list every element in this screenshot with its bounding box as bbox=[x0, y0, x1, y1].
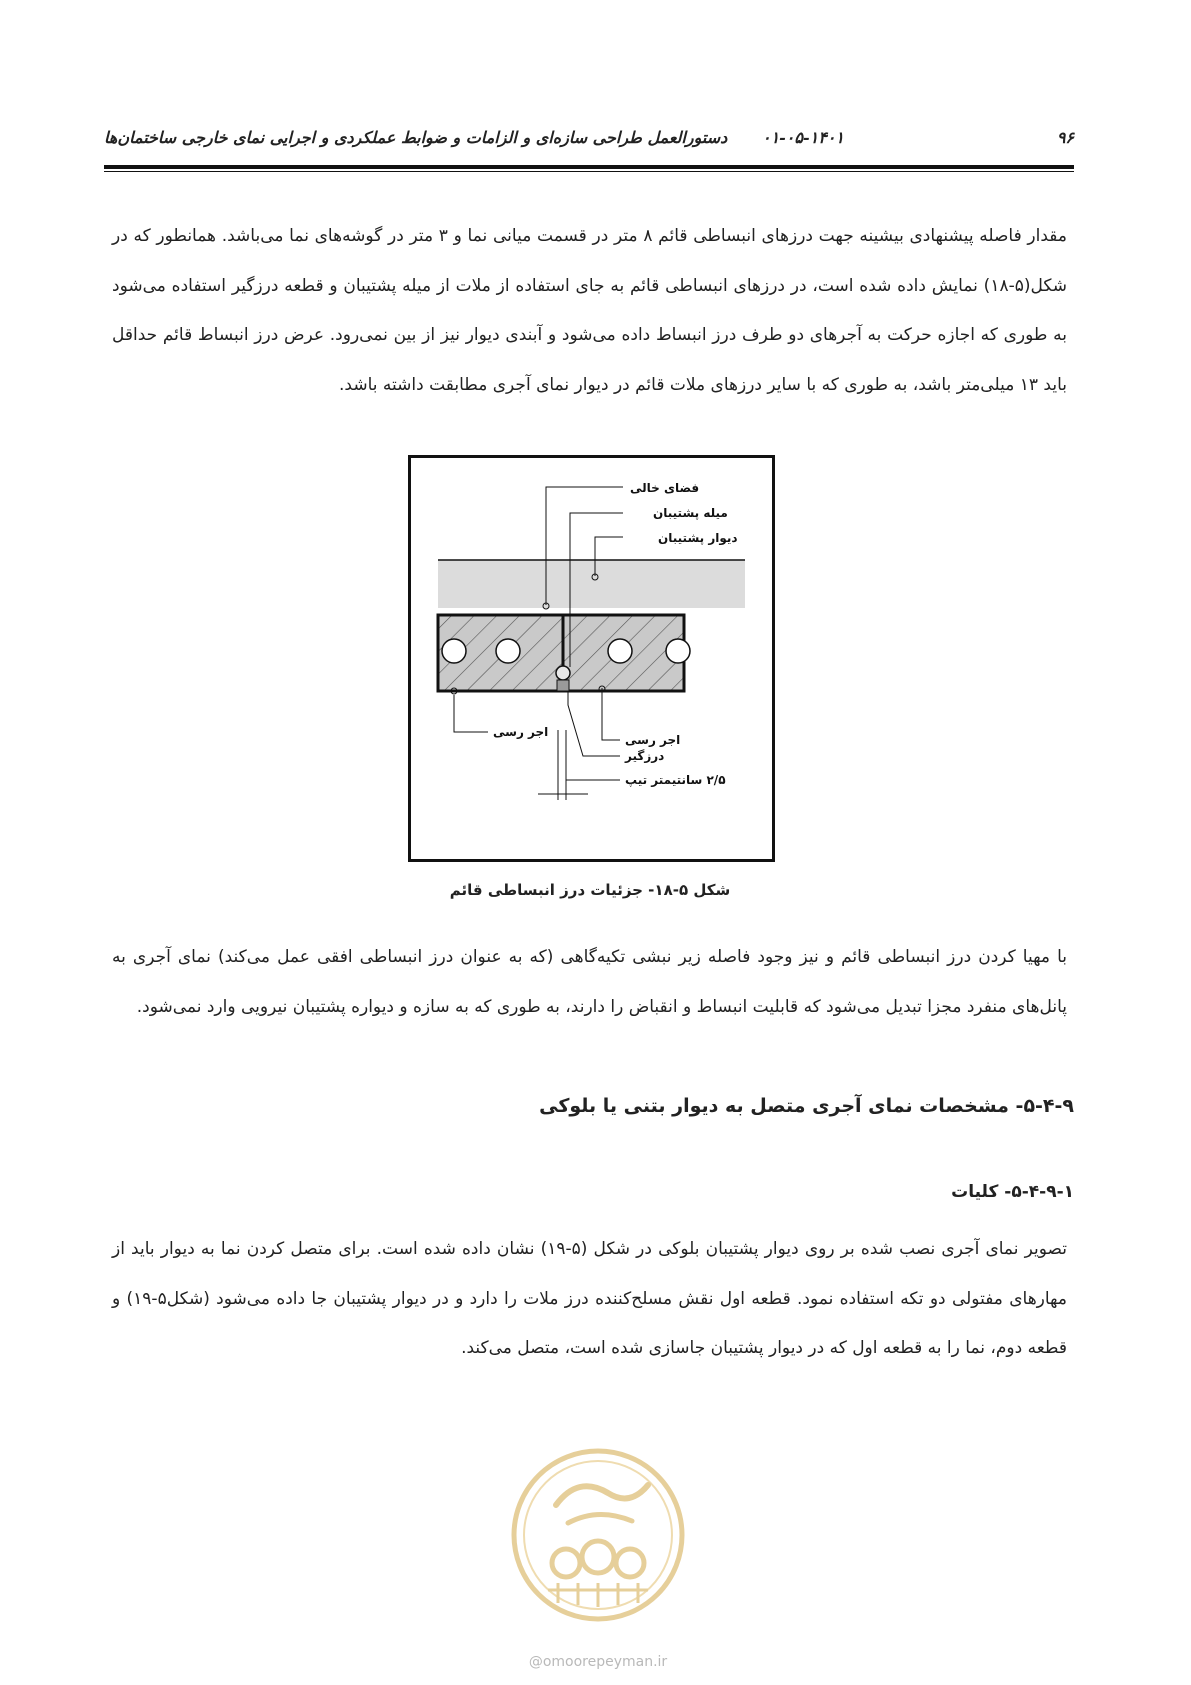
page-header bbox=[104, 128, 1074, 152]
paragraph-2: با مهیا کردن درز انبساطی قائم و نیز وجود فاصله زیر نبشی تکیه‌گاهی (که به عنوان درز انبساطی افقی عمل می‌کند) نمای آجری به پانل‌های منفرد مجزا تبدیل می‌شود که قابلیت انبساط و انقباض را دارند، به طوری که به سازه و دیواره پشتیبان نیرویی وارد نمی‌شود. bbox=[112, 947, 1067, 1017]
label-sealant: درزگیر bbox=[625, 749, 665, 763]
label-backer-rod: میله پشتیبان bbox=[653, 506, 728, 520]
figure-expansion-joint bbox=[408, 455, 775, 862]
header-rule-thin bbox=[104, 171, 1074, 172]
section-heading: ۵-۴-۹- مشخصات نمای آجری متصل به دیوار بتنی یا بلوکی bbox=[539, 1095, 1074, 1117]
sealant bbox=[557, 680, 569, 691]
paragraph-3: تصویر نمای آجری نصب شده بر روی دیوار پشتیبان بلوکی در شکل (۵-۱۹) نشان داده شده است. برای متصل کردن نما به دیوار باید از مهارهای مفتولی دو تکه استفاده نمود. قطعه اول نقش مسلح‌کننده درز ملات را دارد و در دیوار پشتیبان جا داده می‌شود (شکل۵-۱۹) و قطعه دوم، نما را به قطعه اول که در دیوار پشتیبان جاسازی شده است، متصل می‌کند. bbox=[112, 1239, 1067, 1358]
document-code: ۰۱-۰۵-۱۴۰۱ bbox=[761, 128, 844, 147]
label-clay-brick-right: اجر رسی bbox=[625, 733, 681, 747]
header-title: دستورالعمل طراحی سازه‌ای و الزامات و ضوابط عملکردی و اجرایی نمای خارجی ساختمان‌ها bbox=[104, 128, 728, 147]
page-number: ۹۶ bbox=[1056, 128, 1074, 147]
header-rule-thick bbox=[104, 165, 1074, 169]
paragraph-1: مقدار فاصله پیشنهادی بیشینه جهت درزهای انبساطی قائم ۸ متر در قسمت میانی نما و ۳ متر در گوشه‌های نما می‌باشد. همانطور که در شکل(۵-۱۸) نمایش داده شده است، در درزهای انبساطی قائم به جای استفاده از ملات از میله پشتیبان و قطعه درزگیر استفاده می‌شود به طوری که اجازه حرکت به آجرهای دو طرف درز انبساط داده می‌شود و آبندی دیوار نیز از بین نمی‌رود. عرض درز انبساط قائم حداقل باید ۱۳ میلی‌متر باشد، به طوری که با سایر درزهای ملات قائم در دیوار نمای آجری مطابقت داشته باشد. bbox=[112, 226, 1067, 395]
subsection-heading: ۵-۴-۹-۱- کلیات bbox=[951, 1182, 1074, 1202]
backup-wall bbox=[438, 560, 745, 608]
label-backup-wall: دیوار پشتیبان bbox=[658, 531, 738, 545]
label-dimension: ۲/۵ سانتیمتر تیپ bbox=[625, 773, 726, 787]
figure-caption: شکل ۵-۱۸- جزئیات درز انبساطی قائم bbox=[449, 881, 731, 899]
backer-rod bbox=[556, 666, 570, 680]
watermark-seal-icon bbox=[508, 1445, 688, 1625]
watermark-url: @omoorepeyman.ir bbox=[528, 1654, 668, 1670]
label-void: فضای خالی bbox=[630, 481, 700, 495]
label-clay-brick-left: اجر رسی bbox=[493, 725, 549, 739]
